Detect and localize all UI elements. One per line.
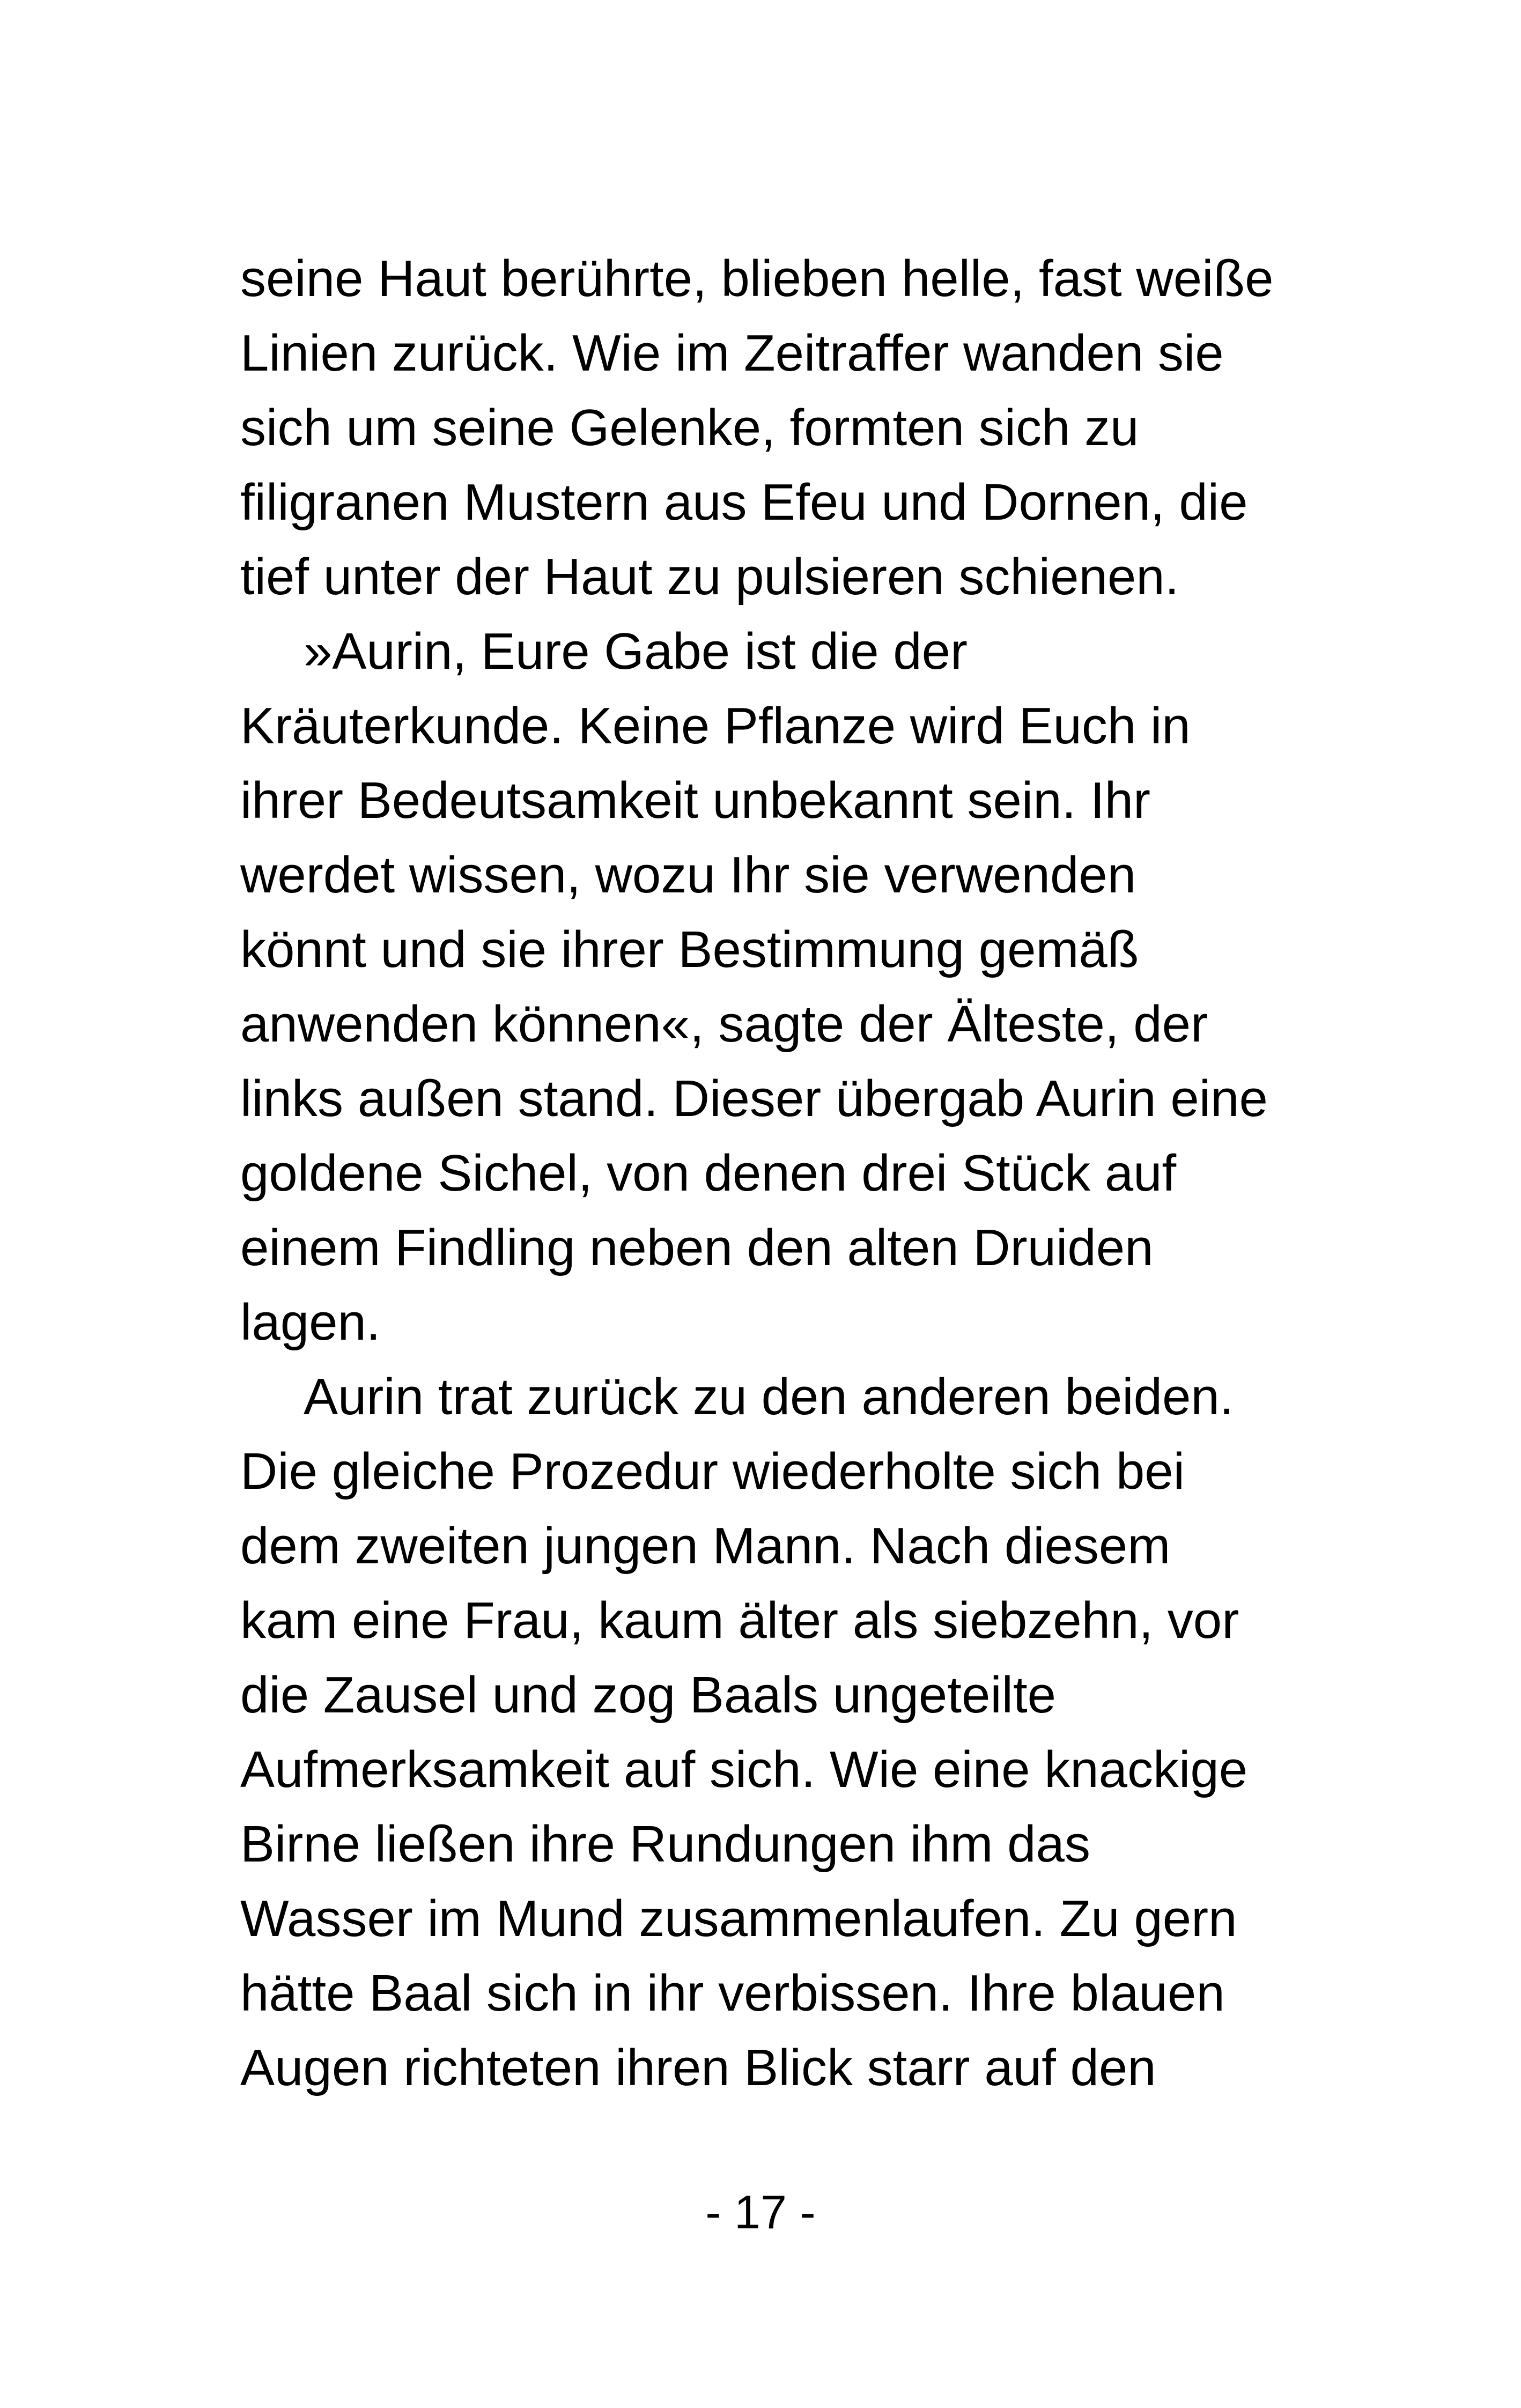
text-line: hätte Baal sich in ihr verbissen. Ihre blauen <box>240 1964 1225 2022</box>
text-line: Aurin trat zurück zu den anderen beiden. <box>304 1368 1234 1425</box>
text-line: Kräuterkunde. Keine Pflanze wird Euch in <box>240 697 1191 755</box>
text-line: ihrer Bedeutsamkeit unbekannt sein. Ihr <box>240 772 1150 829</box>
text-line: Augen richteten ihren Blick starr auf den <box>240 2039 1156 2096</box>
text-line: Die gleiche Prozedur wiederholte sich bei <box>240 1443 1185 1500</box>
text-line: filigranen Mustern aus Efeu und Dornen, die <box>240 474 1248 531</box>
text-line: werdet wissen, wozu Ihr sie verwenden <box>240 846 1136 904</box>
text-line: tief unter der Haut zu pulsieren schienen. <box>240 548 1179 605</box>
text-line: Linien zurück. Wie im Zeitraffer wanden sie <box>240 324 1224 382</box>
text-line: könnt und sie ihrer Bestimmung gemäß <box>240 921 1139 978</box>
text-line: dem zweiten jungen Mann. Nach diesem <box>240 1517 1171 1575</box>
text-line: die Zausel und zog Baals ungeteilte <box>240 1666 1057 1724</box>
text-line: seine Haut berührte, blieben helle, fast weiße <box>240 250 1274 307</box>
text-line: lagen. <box>240 1294 381 1351</box>
text-line: links außen stand. Dieser übergab Aurin eine <box>240 1070 1268 1127</box>
text-line: anwenden können«, sagte der Älteste, der <box>240 995 1208 1053</box>
text-line: »Aurin, Eure Gabe ist die der <box>304 623 968 680</box>
text-line: einem Findling neben den alten Druiden <box>240 1219 1154 1276</box>
text-line: Wasser im Mund zusammenlaufen. Zu gern <box>240 1890 1237 1947</box>
text-line: sich um seine Gelenke, formten sich zu <box>240 399 1139 456</box>
body-text <box>240 241 1313 2105</box>
page-number: - 17 - <box>705 2185 816 2239</box>
text-line: goldene Sichel, von denen drei Stück auf <box>240 1144 1177 1202</box>
text-line: kam eine Frau, kaum älter als siebzehn, vor <box>240 1592 1239 1649</box>
text-line: Aufmerksamkeit auf sich. Wie eine knackige <box>240 1741 1248 1798</box>
text-line: Birne ließen ihre Rundungen ihm das <box>240 1815 1090 1873</box>
